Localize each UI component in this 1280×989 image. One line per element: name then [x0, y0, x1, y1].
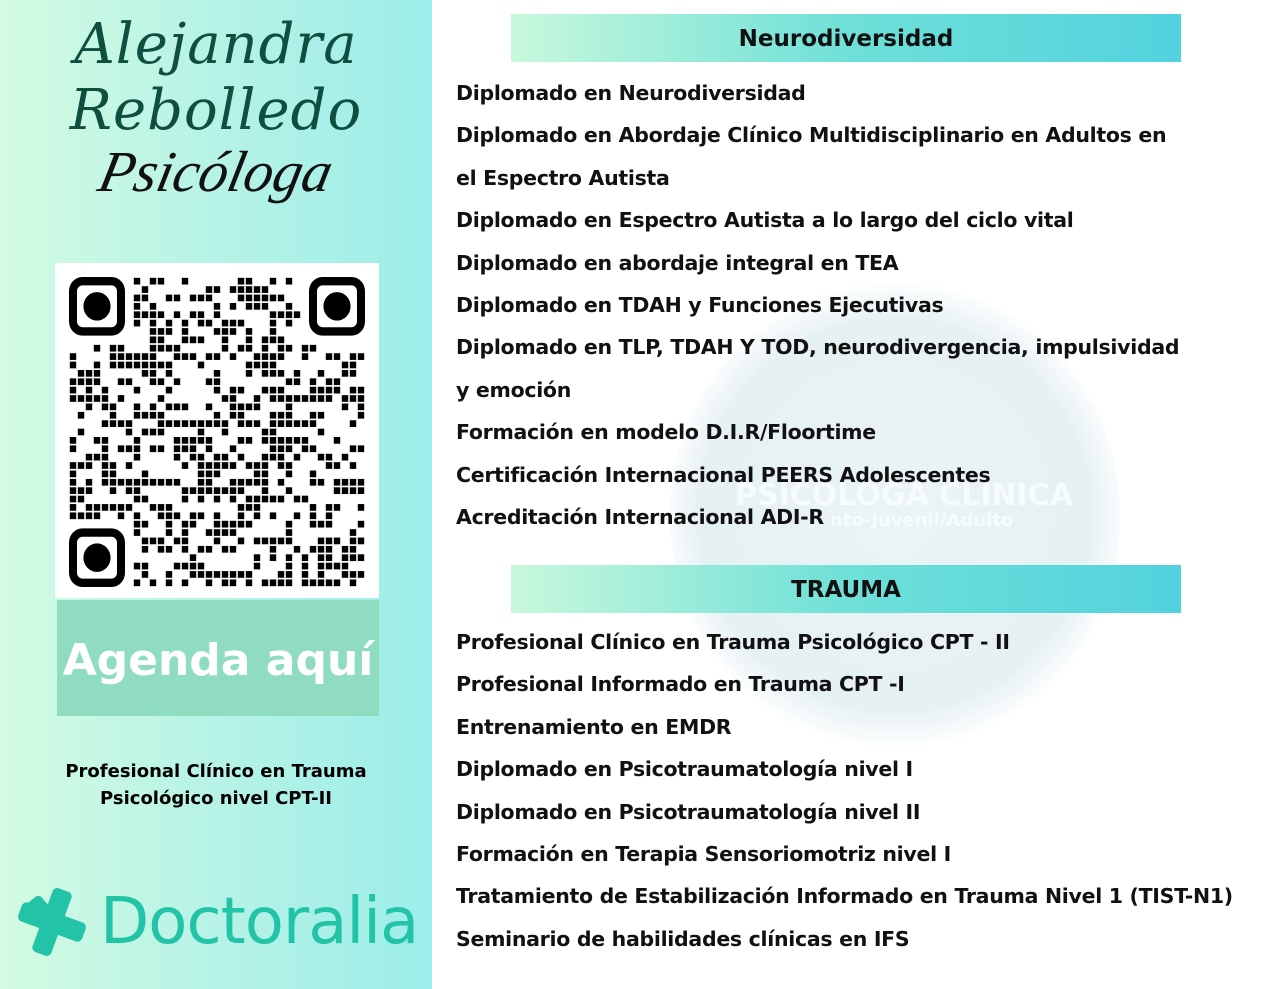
list-item: Diplomado en TLP, TDAH Y TOD, neurodivergencia, impulsividad: [456, 335, 1180, 360]
doctoralia-logo[interactable]: [14, 884, 418, 960]
list-item: y emoción: [456, 377, 572, 402]
watermark-title: PSICÓLOGA CLÍNICA: [735, 478, 1073, 513]
list-item: Profesional Informado en Trauma CPT -I: [456, 672, 905, 697]
certification-note: [0, 758, 432, 812]
list-item: Certificación Internacional PEERS Adolescentes: [456, 462, 991, 487]
list-item: Formación en modelo D.I.R/Floortime: [456, 420, 876, 445]
list-item: Entrenamiento en EMDR: [456, 714, 732, 739]
neurodiversidad-list: [456, 72, 1179, 538]
list-item: Diplomado en abordaje integral en TEA: [456, 250, 899, 275]
list-item: Diplomado en Abordaje Clínico Multidisciplinario en Adultos en: [456, 123, 1167, 148]
qr-code-icon: [69, 277, 365, 587]
list-item: el Espectro Autista: [456, 165, 670, 190]
left-panel: [0, 0, 432, 989]
doctoralia-wordmark: Doctoralia: [100, 885, 419, 959]
qr-code[interactable]: [55, 263, 379, 598]
list-item: Diplomado en Espectro Autista a lo largo del ciclo vital: [456, 208, 1074, 233]
list-item: Acreditación Internacional ADI-R: [456, 504, 824, 529]
list-item: Diplomado en Psicotraumatología nivel II: [456, 799, 921, 824]
list-item: Diplomado en Neurodiversidad: [456, 81, 806, 105]
agenda-button[interactable]: Agenda aquí: [57, 600, 379, 716]
certification-line: Psicológico nivel CPT-II: [100, 788, 332, 809]
trauma-list: [456, 621, 1233, 960]
certification-line: Profesional Clínico en Trauma: [65, 761, 367, 782]
doctoralia-star-icon: [14, 884, 90, 960]
list-item: Diplomado en TDAH y Funciones Ejecutivas: [456, 292, 944, 317]
list-item: Tratamiento de Estabilización Informado en Trauma Nivel 1 (TIST-N1): [456, 884, 1233, 909]
first-name: Alejandra: [74, 12, 358, 77]
last-name: Rebolledo: [69, 78, 363, 143]
section-header-trauma: TRAUMA: [511, 565, 1181, 613]
watermark-subtitle: nto-Juvenil/Adulto: [830, 510, 1014, 531]
section-header-neurodiversidad: Neurodiversidad: [511, 14, 1181, 62]
list-item: Profesional Clínico en Trauma Psicológico CPT - II: [456, 630, 1010, 654]
list-item: Seminario de habilidades clínicas en IFS: [456, 926, 910, 951]
list-item: Diplomado en Psicotraumatología nivel I: [456, 757, 913, 782]
profession-title: Psicóloga: [93, 139, 339, 204]
list-item: Formación en Terapia Sensoriomotriz nivel I: [456, 841, 951, 866]
